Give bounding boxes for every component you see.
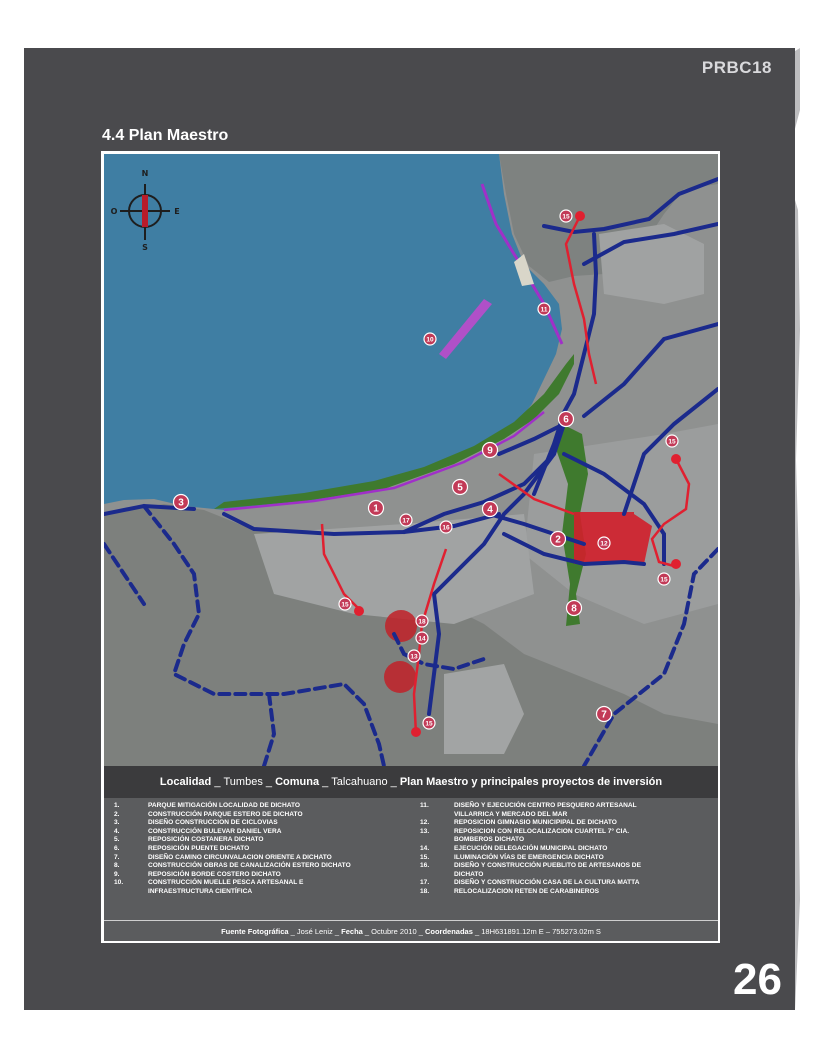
legend-item xyxy=(114,888,414,897)
legend-text: BOMBEROS DICHATO xyxy=(454,836,525,844)
marker-label: 6 xyxy=(563,414,569,426)
caption-label-commune: Comuna xyxy=(275,776,320,788)
compass-e: E xyxy=(174,207,180,216)
marker-label: 11 xyxy=(540,306,548,314)
marker-label: 15 xyxy=(660,576,668,584)
caption-title: Plan Maestro y principales proyectos de inversión xyxy=(399,776,663,788)
marker-label: 15 xyxy=(668,438,676,446)
marker-label: 4 xyxy=(487,504,493,516)
legend-text: CONSTRUCCIÓN PARQUE ESTERO DE DICHATO xyxy=(148,810,303,818)
project-marker-3 xyxy=(174,495,189,510)
legend-text: CONSTRUCCIÓN MUELLE PESCA ARTESANAL E xyxy=(148,879,304,887)
legend-text: REPOSICIÓN PUENTE DICHATO xyxy=(148,844,250,852)
legend-number: 15. xyxy=(420,853,430,861)
legend-number: 9. xyxy=(114,870,120,878)
project-marker-17 xyxy=(400,514,412,526)
marker-label: 8 xyxy=(571,603,577,615)
brand-label: PRBC18 xyxy=(701,58,772,77)
legend-text: ILUMINACIÓN VÍAS DE EMERGENCIA DICHATO xyxy=(454,853,604,861)
legend-number xyxy=(420,811,454,820)
source-value: _ José Leniz _ xyxy=(288,926,342,936)
legend-item xyxy=(114,879,414,888)
legend-text: CONSTRUCCIÓN OBRAS DE CANALIZACIÓN ESTERO DICHATO xyxy=(148,862,351,870)
marker-label: 15 xyxy=(562,213,570,221)
project-marker-15 xyxy=(658,573,670,585)
legend-item xyxy=(420,854,710,863)
date-value: _ Octubre 2010 _ xyxy=(362,926,425,936)
compass-o: O xyxy=(110,207,118,216)
legend-text: DISEÑO Y EJECUCIÓN CENTRO PESQUERO ARTESANAL xyxy=(454,802,637,809)
legend-text: REPOSICIÓN COSTANERA DICHATO xyxy=(148,836,264,844)
legend-text: REPOSICION GIMNASIO MUNICIPIPAL DE DICHATO xyxy=(454,819,617,827)
legend-number: 1. xyxy=(114,802,120,809)
source-label: Fuente Fotográfica xyxy=(221,926,289,936)
legend-column-left xyxy=(114,802,414,897)
marker-label: 5 xyxy=(457,482,463,494)
caption-sep: _ xyxy=(211,776,224,788)
marker-label: 18 xyxy=(418,618,426,626)
project-marker-13 xyxy=(408,650,420,662)
legend-number: 13. xyxy=(420,827,430,835)
project-marker-15 xyxy=(666,435,678,447)
marker-label: 14 xyxy=(418,635,426,643)
marker-label: 15 xyxy=(341,601,349,609)
marker-label: 2 xyxy=(555,534,561,546)
marker-label: 10 xyxy=(426,336,434,344)
photo-source xyxy=(104,920,718,941)
caption-locality: Tumbes xyxy=(223,776,263,788)
legend-number: 16. xyxy=(420,862,430,870)
legend-number: 18. xyxy=(420,887,430,895)
project-marker-8 xyxy=(567,601,582,616)
project-marker-9 xyxy=(483,443,498,458)
legend-number: 6. xyxy=(114,844,120,852)
legend-text: DISEÑO Y CONSTRUCCIÓN CASA DE LA CULTURA MATTA xyxy=(454,879,640,887)
project-marker-14 xyxy=(416,632,428,644)
legend-number: 12. xyxy=(420,819,430,827)
legend-item xyxy=(420,845,710,854)
marker-label: 9 xyxy=(487,445,493,457)
legend-number: 8. xyxy=(114,862,120,870)
legend-item xyxy=(114,811,414,820)
legend-text: RELOCALIZACION RETEN DE CARABINEROS xyxy=(454,887,600,895)
caption-label-locality: Localidad xyxy=(159,776,212,788)
legend-number xyxy=(114,888,148,897)
caption-commune: Talcahuano xyxy=(331,776,388,788)
legend-item xyxy=(420,819,710,828)
project-marker-4 xyxy=(483,502,498,517)
legend-item xyxy=(420,836,710,845)
marker-label: 15 xyxy=(425,720,433,728)
legend-number: 2. xyxy=(114,810,120,818)
legend-item xyxy=(420,888,710,897)
project-marker-11 xyxy=(538,303,550,315)
legend-text: DISEÑO CONSTRUCCION DE CICLOVIAS xyxy=(148,819,278,827)
compass-s: S xyxy=(142,243,148,252)
project-marker-18 xyxy=(416,615,428,627)
site-18 xyxy=(385,610,417,642)
legend-text: DISEÑO CAMINO CIRCUNVALACION ORIENTE A DICHATO xyxy=(148,853,332,861)
project-marker-16 xyxy=(440,521,452,533)
project-legend xyxy=(104,798,718,920)
legend-item xyxy=(420,862,710,871)
legend-item xyxy=(420,828,710,837)
coords-label: Coordenadas xyxy=(424,926,473,936)
legend-number: 11. xyxy=(420,802,429,809)
legend-item xyxy=(114,862,414,871)
legend-number: 14. xyxy=(420,844,430,852)
legend-item xyxy=(114,819,414,828)
legend-item xyxy=(114,802,414,811)
project-marker-12 xyxy=(598,537,610,549)
project-marker-7 xyxy=(597,707,612,722)
project-marker-6 xyxy=(559,412,574,427)
caption-sep: _ xyxy=(262,776,276,788)
project-marker-15 xyxy=(423,717,435,729)
legend-item xyxy=(114,854,414,863)
legend-number: 10. xyxy=(114,879,124,887)
legend-item xyxy=(114,836,414,845)
compass-n: N xyxy=(141,169,149,178)
marker-label: 1 xyxy=(373,503,379,515)
page-number: 26 xyxy=(733,955,782,1004)
legend-text: PARQUE MITIGACIÓN LOCALIDAD DE DICHATO xyxy=(148,802,301,809)
marker-label: 13 xyxy=(410,653,418,661)
project-marker-10 xyxy=(424,333,436,345)
caption-sep: _ xyxy=(319,776,332,788)
legend-column-right xyxy=(420,802,710,897)
map-canvas xyxy=(104,154,718,766)
map-caption xyxy=(104,766,718,798)
project-marker-1 xyxy=(369,501,384,516)
marker-label: 12 xyxy=(600,540,608,548)
caption-sep: _ xyxy=(387,776,400,788)
section-heading: 4.4 Plan Maestro xyxy=(102,127,229,144)
legend-text: REPOSICION CON RELOCALIZACION CUARTEL 7° CIA. xyxy=(454,827,630,835)
site-13 xyxy=(384,661,416,693)
legend-number: 5. xyxy=(114,836,120,844)
project-marker-15 xyxy=(339,598,351,610)
legend-number: 3. xyxy=(114,819,120,827)
date-label: Fecha xyxy=(341,926,363,936)
project-marker-5 xyxy=(453,480,468,495)
legend-text: EJECUCIÓN DELEGACIÓN MUNICIPAL DICHATO xyxy=(454,844,608,852)
legend-text: DISEÑO Y CONSTRUCCIÓN PUEBLITO DE ARTESANOS DE xyxy=(454,862,641,870)
legend-number xyxy=(420,871,454,880)
coords-value: _ 18H631891.12m E – 755273.02m S xyxy=(472,926,601,936)
legend-item xyxy=(420,879,710,888)
legend-number xyxy=(420,836,454,845)
legend-text: DICHATO xyxy=(454,870,484,878)
legend-text: INFRAESTRUCTURA CIENTÍFICA xyxy=(148,887,253,895)
marker-label: 7 xyxy=(601,709,607,721)
legend-number: 7. xyxy=(114,853,120,861)
legend-text: REPOSICIÓN BORDE COSTERO DICHATO xyxy=(148,870,281,878)
legend-text: CONSTRUCCIÓN BULEVAR DANIEL VERA xyxy=(148,827,282,835)
project-marker-2 xyxy=(551,532,566,547)
legend-number: 17. xyxy=(420,879,430,887)
legend-item xyxy=(420,802,710,811)
legend-text: VILLARRICA Y MERCADO DEL MAR xyxy=(454,810,568,818)
marker-label: 17 xyxy=(402,517,410,525)
project-marker-15 xyxy=(560,210,572,222)
legend-number: 4. xyxy=(114,827,120,835)
legend-item xyxy=(420,811,710,820)
marker-label: 16 xyxy=(442,524,450,532)
marker-label: 3 xyxy=(178,497,184,509)
legend-item xyxy=(114,845,414,854)
master-plan-map xyxy=(104,154,718,766)
